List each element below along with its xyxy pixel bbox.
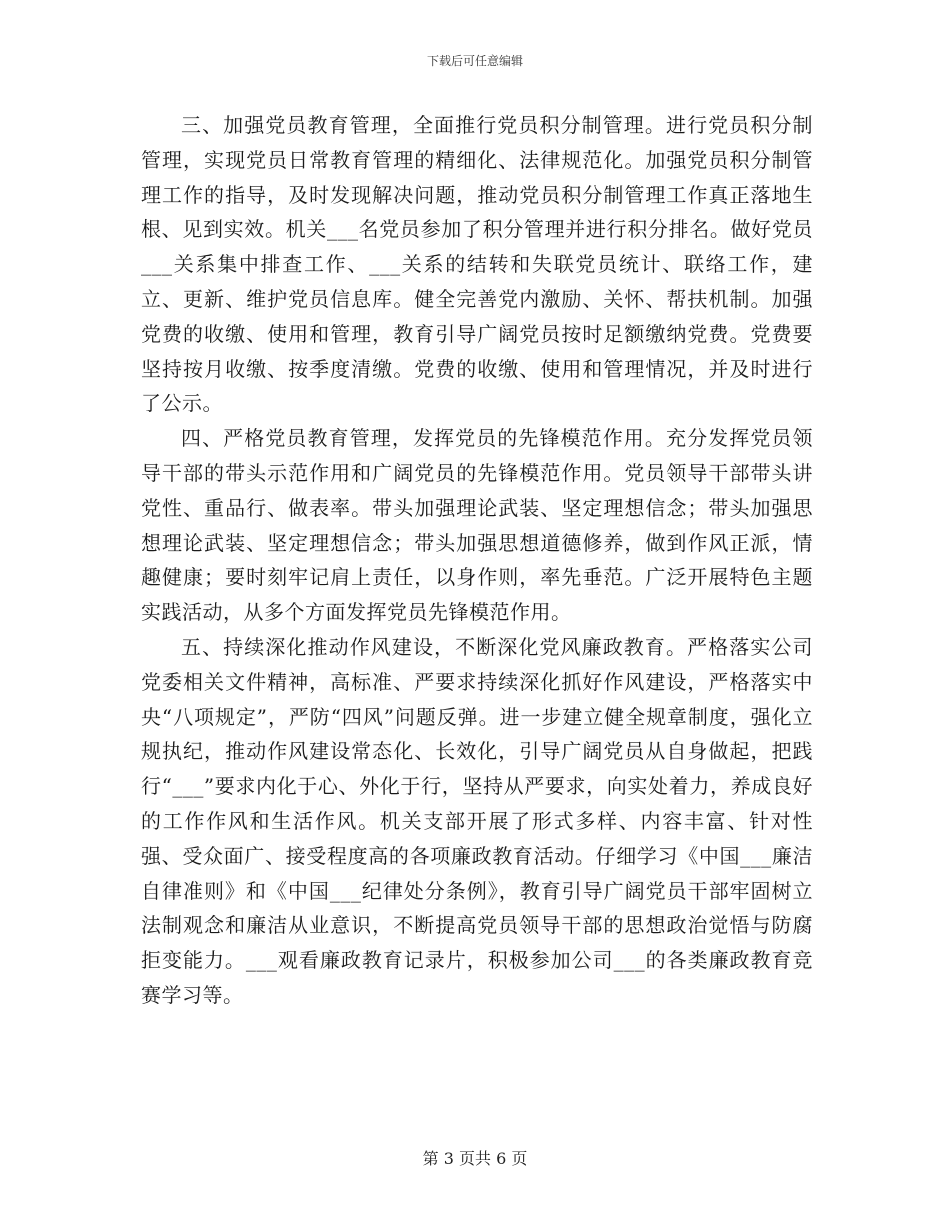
page-number-footer: 第 3 页共 6 页 [422, 1149, 528, 1168]
paragraph-section-three: 三、加强党员教育管理，全面推行党员积分制管理。进行党员积分制管理，实现党员日常教育管理的精细化、法律规范化。加强党员积分制管理工作的指导，及时发现解决问题，推动党员积分制管理工作真正落地生根、见到实效。机关___名党员参加了积分管理并进行积分排名。做好党员___关系集中排查工作、___关系的结转和失联党员统计、联络工作，建立、更新、维护党员信息库。健全完善党内激励、关怀、帮扶机制。加强党费的收缴、使用和管理，教育引导广阔党员按时足额缴纳党费。党费要坚持按月收缴、按季度清缴。党费的收缴、使用和管理情况，并及时进行了公示。 [141, 113, 813, 416]
paragraph-section-five: 五、持续深化推动作风建设，不断深化党风廉政教育。严格落实公司党委相关文件精神，高标准、严要求持续深化抓好作风建设，严格落实中央“八项规定”，严防“四风”问题反弹。进一步建立健全规章制度，强化立规执纪，推动作风建设常态化、长效化，引导广阔党员从自身做起，把践行“___”要求内化于心、外化于行，坚持从严要求，向实处着力，养成良好的工作作风和生活作风。机关支部开展了形式多样、内容丰富、针对性强、受众面广、接受程度高的各项廉政教育活动。仔细学习《中国___廉洁自律准则》和《中国___纪律处分条例》，教育引导广阔党员干部牢固树立法制观念和廉洁从业意识，不断提高党员领导干部的思想政治觉悟与防腐拒变能力。___观看廉政教育记录片，积极参加公司___的各类廉政教育竞赛学习等。 [141, 634, 813, 1007]
document-body [141, 108, 813, 1013]
paragraph-section-four: 四、严格党员教育管理，发挥党员的先锋模范作用。充分发挥党员领导干部的带头示范作用和广阔党员的先锋模范作用。党员领导干部带头讲党性、重品行、做表率。带头加强理论武装、坚定理想信念；带头加强思想理论武装、坚定理想信念；带头加强思想道德修养，做到作风正派，情趣健康；要时刻牢记肩上责任，以身作则，率先垂范。广泛开展特色主题实践活动，从多个方面发挥党员先锋模范作用。 [141, 426, 813, 625]
page-header: 下载后可任意编辑 [426, 54, 523, 68]
